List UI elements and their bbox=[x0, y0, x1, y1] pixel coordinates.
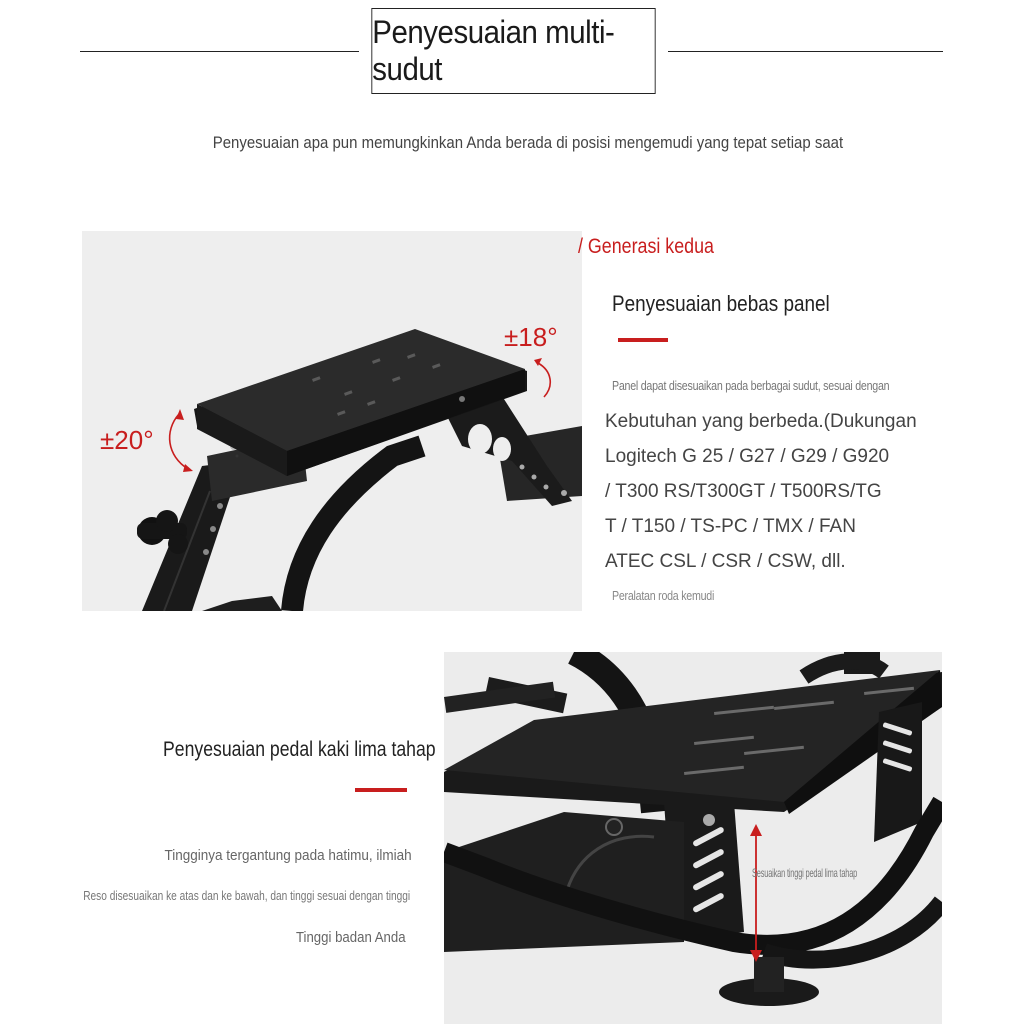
section-subtitle: Penyesuaian apa pun memungkinkan Anda berada di posisi mengemudi yang tepat setiap saat bbox=[212, 133, 844, 152]
angle-label-top: ±18° bbox=[504, 322, 558, 352]
panel-desc-small: Panel dapat disesuaikan pada berbagai sudut, sesuai dengan bbox=[612, 378, 890, 393]
compat-line: Kebutuhan yang berbeda.(Dukungan bbox=[605, 411, 917, 432]
panel-adjust-title: Penyesuaian bebas panel bbox=[612, 291, 830, 316]
compat-line: T / T150 / TS-PC / TMX / FAN bbox=[605, 516, 856, 537]
generation-label: / Generasi kedua bbox=[578, 235, 714, 258]
pedal-adjust-title: Penyesuaian pedal kaki lima tahap bbox=[163, 738, 436, 761]
wheel-panel-photo bbox=[82, 231, 582, 611]
pedal-plate-photo bbox=[444, 652, 942, 1024]
compat-line: ATEC CSL / CSR / CSW, dll. bbox=[605, 551, 846, 572]
section-title: Penyesuaian multi-sudut bbox=[371, 8, 655, 94]
panel-footnote: Peralatan roda kemudi bbox=[612, 588, 715, 603]
header-rule-left bbox=[80, 51, 359, 52]
panel-title-underline bbox=[618, 338, 668, 342]
pedal-desc-line-3: Tinggi badan Anda bbox=[296, 929, 406, 946]
header-rule-right bbox=[668, 51, 943, 52]
pedal-desc-line-1: Tingginya tergantung pada hatimu, ilmiah bbox=[164, 847, 412, 864]
compat-line: Logitech G 25 / G27 / G29 / G920 bbox=[605, 446, 890, 467]
pedal-height-label: Sesuaikan tinggi pedal lima tahap bbox=[752, 866, 858, 880]
compatibility-list bbox=[605, 404, 917, 579]
pedal-title-underline bbox=[355, 788, 407, 792]
pedal-desc-line-2: Reso disesuaikan ke atas dan ke bawah, dan tinggi sesuai dengan tinggi bbox=[83, 888, 410, 903]
angle-label-left: ±20° bbox=[100, 425, 154, 455]
compat-line: / T300 RS/T300GT / T500RS/TG bbox=[605, 481, 882, 502]
